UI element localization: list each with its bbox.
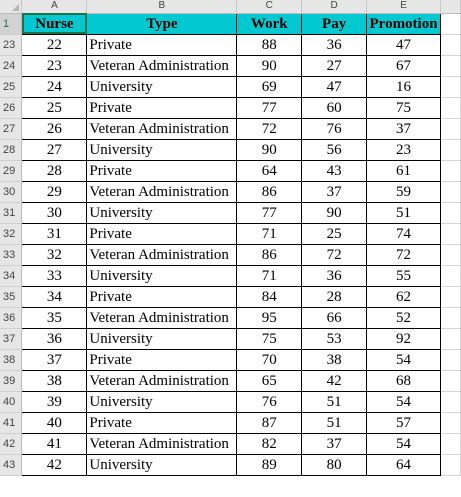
cell-work[interactable]: 84 — [237, 286, 302, 307]
cell-pay[interactable]: 53 — [302, 328, 367, 349]
row-number[interactable]: 38 — [0, 349, 22, 370]
table-row — [0, 76, 461, 97]
row-number[interactable]: 32 — [0, 223, 22, 244]
table-row — [0, 34, 461, 55]
cell-nurse[interactable]: 26 — [22, 118, 87, 139]
row-number[interactable]: 31 — [0, 202, 22, 223]
select-all-corner[interactable] — [0, 0, 22, 13]
cell-type[interactable]: Veteran Administration — [87, 181, 237, 202]
row-number[interactable]: 33 — [0, 244, 22, 265]
column-header-overflow[interactable] — [441, 0, 461, 13]
cell-nurse[interactable]: 31 — [22, 223, 87, 244]
cell-promotion[interactable]: 61 — [367, 160, 441, 181]
cell-pay[interactable]: 60 — [302, 97, 367, 118]
row-number[interactable]: 37 — [0, 328, 22, 349]
header-cell-nurse[interactable]: Nurse — [22, 13, 87, 34]
cell-promotion[interactable]: 68 — [367, 370, 441, 391]
column-header-row — [0, 0, 461, 13]
cell-promotion[interactable]: 64 — [367, 454, 441, 475]
column-header-a[interactable]: A — [22, 0, 87, 13]
cell-type[interactable]: University — [87, 454, 237, 475]
cell-type[interactable]: Veteran Administration — [87, 307, 237, 328]
cell-work[interactable]: 75 — [237, 328, 302, 349]
cell-type[interactable]: Veteran Administration — [87, 433, 237, 454]
empty-cell[interactable] — [441, 97, 461, 118]
cell-work[interactable]: 87 — [237, 412, 302, 433]
row-number[interactable]: 34 — [0, 265, 22, 286]
row-number[interactable]: 42 — [0, 433, 22, 454]
cell-work[interactable]: 90 — [237, 55, 302, 76]
cell-work[interactable]: 90 — [237, 139, 302, 160]
cell-type[interactable]: Private — [87, 160, 237, 181]
table-row — [0, 286, 461, 307]
cell-pay[interactable]: 76 — [302, 118, 367, 139]
cell-type[interactable]: Private — [87, 286, 237, 307]
cell-promotion[interactable]: 37 — [367, 118, 441, 139]
table-row — [0, 244, 461, 265]
table-row — [0, 139, 461, 160]
cell-pay[interactable]: 42 — [302, 370, 367, 391]
cell-promotion[interactable]: 16 — [367, 76, 441, 97]
empty-cell[interactable] — [441, 307, 461, 328]
empty-cell[interactable] — [441, 370, 461, 391]
cell-pay[interactable]: 56 — [302, 139, 367, 160]
row-number[interactable]: 40 — [0, 391, 22, 412]
cell-pay[interactable]: 37 — [302, 181, 367, 202]
cell-promotion[interactable]: 52 — [367, 307, 441, 328]
table-row — [0, 433, 461, 454]
row-number[interactable]: 27 — [0, 118, 22, 139]
cell-type[interactable]: Private — [87, 223, 237, 244]
table-row — [0, 55, 461, 76]
table-row — [0, 391, 461, 412]
cell-pay[interactable]: 25 — [302, 223, 367, 244]
header-cell-pay[interactable]: Pay — [302, 13, 367, 34]
cell-work[interactable]: 69 — [237, 76, 302, 97]
empty-cell[interactable] — [441, 55, 461, 76]
empty-cell[interactable] — [441, 13, 461, 34]
cell-promotion[interactable]: 55 — [367, 265, 441, 286]
table-row — [0, 307, 461, 328]
cell-promotion[interactable]: 54 — [367, 391, 441, 412]
cell-work[interactable]: 65 — [237, 370, 302, 391]
cell-nurse[interactable]: 23 — [22, 55, 87, 76]
cell-pay[interactable]: 27 — [302, 55, 367, 76]
table-row — [0, 454, 461, 475]
row-number[interactable]: 23 — [0, 34, 22, 55]
table-row — [0, 160, 461, 181]
cell-promotion[interactable]: 59 — [367, 181, 441, 202]
cell-type[interactable]: Private — [87, 97, 237, 118]
empty-cell[interactable] — [441, 454, 461, 475]
cell-work[interactable]: 70 — [237, 349, 302, 370]
cell-nurse[interactable]: 22 — [22, 34, 87, 55]
empty-cell[interactable] — [441, 76, 461, 97]
row-number[interactable]: 35 — [0, 286, 22, 307]
cell-pay[interactable]: 51 — [302, 391, 367, 412]
empty-cell[interactable] — [441, 118, 461, 139]
cell-promotion[interactable]: 75 — [367, 97, 441, 118]
cell-promotion[interactable]: 54 — [367, 349, 441, 370]
cell-pay[interactable]: 47 — [302, 76, 367, 97]
cell-nurse[interactable]: 36 — [22, 328, 87, 349]
cell-nurse[interactable]: 29 — [22, 181, 87, 202]
cell-pay[interactable]: 80 — [302, 454, 367, 475]
cell-promotion[interactable]: 51 — [367, 202, 441, 223]
cell-work[interactable]: 77 — [237, 202, 302, 223]
cell-nurse[interactable]: 37 — [22, 349, 87, 370]
cell-nurse[interactable]: 32 — [22, 244, 87, 265]
row-number[interactable]: 36 — [0, 307, 22, 328]
cell-work[interactable]: 77 — [237, 97, 302, 118]
cell-pay[interactable]: 51 — [302, 412, 367, 433]
row-number[interactable]: 43 — [0, 454, 22, 475]
row-number[interactable]: 28 — [0, 139, 22, 160]
cell-promotion[interactable]: 23 — [367, 139, 441, 160]
cell-nurse[interactable]: 30 — [22, 202, 87, 223]
cell-work[interactable]: 82 — [237, 433, 302, 454]
row-number[interactable]: 25 — [0, 76, 22, 97]
table-row — [0, 97, 461, 118]
cell-promotion[interactable]: 47 — [367, 34, 441, 55]
row-number[interactable]: 29 — [0, 160, 22, 181]
cell-work[interactable]: 76 — [237, 391, 302, 412]
cell-nurse[interactable]: 34 — [22, 286, 87, 307]
cell-type[interactable]: University — [87, 391, 237, 412]
cell-pay[interactable]: 72 — [302, 244, 367, 265]
cell-pay[interactable]: 28 — [302, 286, 367, 307]
cell-pay[interactable]: 66 — [302, 307, 367, 328]
cell-type[interactable]: Veteran Administration — [87, 118, 237, 139]
row-number[interactable]: 1 — [0, 13, 22, 34]
cell-nurse[interactable]: 27 — [22, 139, 87, 160]
cell-pay[interactable]: 36 — [302, 265, 367, 286]
cell-type[interactable]: Veteran Administration — [87, 244, 237, 265]
cell-work[interactable]: 72 — [237, 118, 302, 139]
table-row — [0, 328, 461, 349]
cell-promotion[interactable]: 54 — [367, 433, 441, 454]
cell-nurse[interactable]: 39 — [22, 391, 87, 412]
cell-promotion[interactable]: 57 — [367, 412, 441, 433]
cell-work[interactable]: 71 — [237, 223, 302, 244]
cell-type[interactable]: Veteran Administration — [87, 55, 237, 76]
row-number[interactable]: 24 — [0, 55, 22, 76]
cell-nurse[interactable]: 25 — [22, 97, 87, 118]
table-row — [0, 265, 461, 286]
cell-pay[interactable]: 36 — [302, 34, 367, 55]
empty-cell[interactable] — [441, 265, 461, 286]
cell-nurse[interactable]: 40 — [22, 412, 87, 433]
table-row — [0, 370, 461, 391]
cell-type[interactable]: University — [87, 328, 237, 349]
cell-work[interactable]: 88 — [237, 34, 302, 55]
empty-cell[interactable] — [441, 181, 461, 202]
empty-cell[interactable] — [441, 160, 461, 181]
cell-nurse[interactable]: 28 — [22, 160, 87, 181]
cell-type[interactable]: Private — [87, 34, 237, 55]
cell-pay[interactable]: 38 — [302, 349, 367, 370]
cell-work[interactable]: 95 — [237, 307, 302, 328]
empty-cell[interactable] — [441, 202, 461, 223]
row-number[interactable]: 26 — [0, 97, 22, 118]
table-row — [0, 349, 461, 370]
cell-work[interactable]: 89 — [237, 454, 302, 475]
column-header-b[interactable]: B — [87, 0, 237, 13]
header-row — [0, 13, 461, 34]
cell-promotion[interactable]: 92 — [367, 328, 441, 349]
cell-work[interactable]: 86 — [237, 181, 302, 202]
cell-type[interactable]: University — [87, 202, 237, 223]
row-number[interactable]: 39 — [0, 370, 22, 391]
table-row — [0, 223, 461, 244]
cell-work[interactable]: 71 — [237, 265, 302, 286]
empty-cell[interactable] — [441, 139, 461, 160]
cell-nurse[interactable]: 42 — [22, 454, 87, 475]
column-header-c[interactable]: C — [237, 0, 302, 13]
cell-type[interactable]: University — [87, 265, 237, 286]
cell-promotion[interactable]: 72 — [367, 244, 441, 265]
cell-pay[interactable]: 90 — [302, 202, 367, 223]
table-row — [0, 181, 461, 202]
empty-cell[interactable] — [441, 286, 461, 307]
cell-work[interactable]: 86 — [237, 244, 302, 265]
empty-cell[interactable] — [441, 244, 461, 265]
cell-promotion[interactable]: 67 — [367, 55, 441, 76]
row-number[interactable]: 41 — [0, 412, 22, 433]
empty-cell[interactable] — [441, 328, 461, 349]
empty-cell[interactable] — [441, 412, 461, 433]
cell-nurse[interactable]: 41 — [22, 433, 87, 454]
header-cell-work[interactable]: Work — [237, 13, 302, 34]
column-header-e[interactable]: E — [367, 0, 441, 13]
cell-type[interactable]: Private — [87, 349, 237, 370]
row-number[interactable]: 30 — [0, 181, 22, 202]
empty-cell[interactable] — [441, 349, 461, 370]
cell-pay[interactable]: 43 — [302, 160, 367, 181]
cell-promotion[interactable]: 74 — [367, 223, 441, 244]
empty-cell[interactable] — [441, 391, 461, 412]
cell-type[interactable]: University — [87, 76, 237, 97]
empty-cell[interactable] — [441, 223, 461, 244]
cell-pay[interactable]: 37 — [302, 433, 367, 454]
cell-nurse[interactable]: 33 — [22, 265, 87, 286]
table-row — [0, 202, 461, 223]
empty-cell[interactable] — [441, 433, 461, 454]
cell-promotion[interactable]: 62 — [367, 286, 441, 307]
cell-type[interactable]: University — [87, 139, 237, 160]
empty-cell[interactable] — [441, 34, 461, 55]
cell-type[interactable]: Veteran Administration — [87, 370, 237, 391]
cell-nurse[interactable]: 38 — [22, 370, 87, 391]
table-row — [0, 412, 461, 433]
header-cell-type[interactable]: Type — [87, 13, 237, 34]
cell-nurse[interactable]: 35 — [22, 307, 87, 328]
table-row — [0, 118, 461, 139]
cell-type[interactable]: Private — [87, 412, 237, 433]
header-cell-promotion[interactable]: Promotion — [367, 13, 441, 34]
cell-nurse[interactable]: 24 — [22, 76, 87, 97]
cell-work[interactable]: 64 — [237, 160, 302, 181]
column-header-d[interactable]: D — [302, 0, 367, 13]
